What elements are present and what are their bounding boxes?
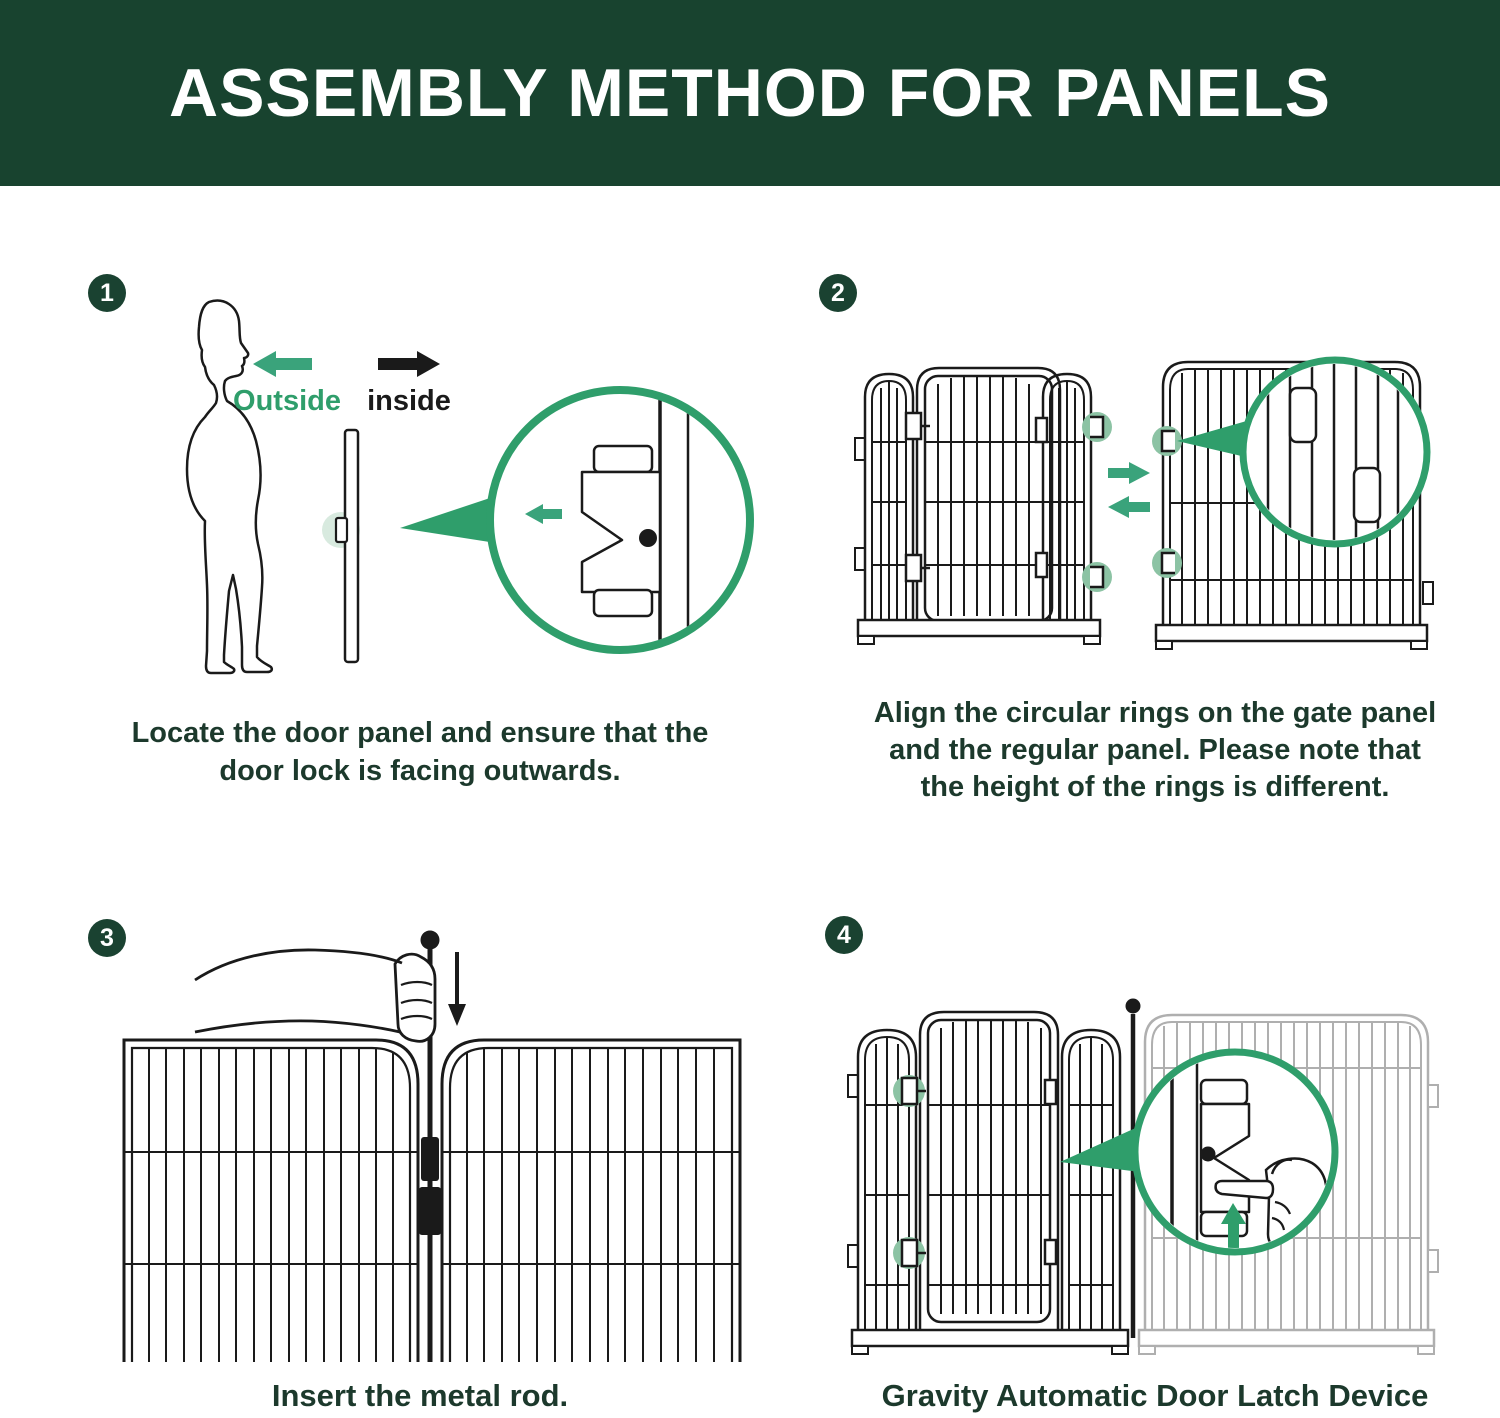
left-wire-panel	[124, 1040, 418, 1362]
step-1-caption: Locate the door panel and ensure that the door lock is facing outwards.	[131, 717, 709, 787]
gate-panel	[855, 368, 1100, 644]
door-panel	[345, 430, 358, 662]
hand-arm-icon	[195, 950, 435, 1041]
gate-panel	[848, 1012, 1128, 1354]
person-silhouette-icon	[187, 301, 272, 673]
inside-arrow-icon	[378, 351, 440, 377]
inside-label: inside	[367, 385, 451, 417]
step-4-illustration	[820, 900, 1490, 1370]
page-title: ASSEMBLY METHOD FOR PANELS	[169, 55, 1331, 131]
magnifier-pointer	[1177, 420, 1250, 458]
push-down-arrow-icon	[448, 952, 466, 1026]
magnifier-pointer	[400, 496, 496, 543]
step-2-illustration	[820, 260, 1490, 690]
step-1-illustration	[60, 250, 780, 730]
step-4-badge: 4	[825, 916, 863, 954]
step-2-caption: Align the circular rings on the gate panel and the regular panel. Please note that the height of the rings is different.	[873, 697, 1437, 803]
right-wire-panel	[442, 1040, 740, 1362]
gate-panel-rings	[1082, 412, 1112, 592]
outside-arrow-icon	[253, 351, 312, 377]
door-lock	[336, 518, 347, 542]
header-banner	[0, 0, 1500, 186]
step-4-caption: Gravity Automatic Door Latch Device	[881, 1378, 1429, 1413]
step-3-illustration	[60, 900, 780, 1370]
join-arrow-left-icon	[1108, 496, 1150, 518]
outside-label: Outside	[233, 385, 341, 417]
step-3-badge: 3	[88, 919, 126, 957]
step-2-badge: 2	[819, 274, 857, 312]
step-1-badge: 1	[88, 274, 126, 312]
join-arrow-right-icon	[1108, 462, 1150, 484]
step-3-caption: Insert the metal rod.	[271, 1378, 569, 1413]
